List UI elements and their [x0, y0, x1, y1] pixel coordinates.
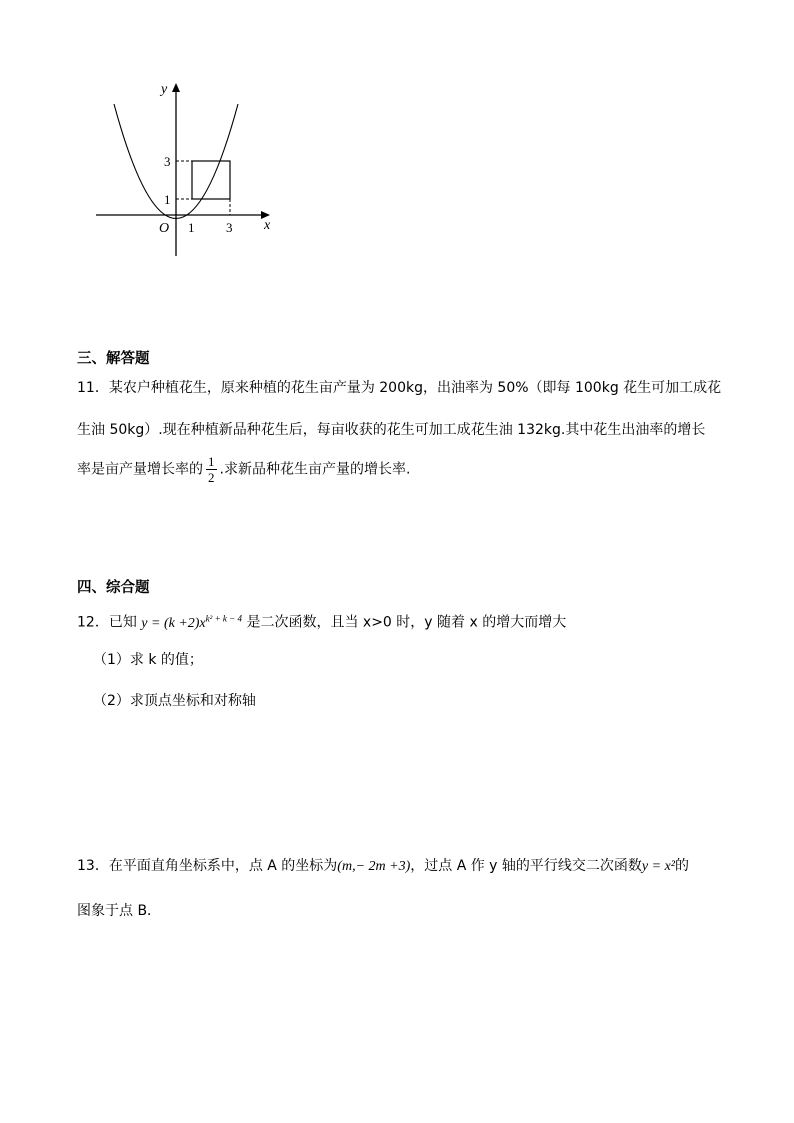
tick-y-3: 3 [164, 154, 171, 169]
question-11-line-2: 生油 50kg）.现在种植新品种花生后，每亩收获的花生可加工成花生油 132kg.其中花生出油率的增长 [77, 422, 706, 438]
fraction-denominator: 2 [208, 470, 215, 485]
question-12-sub-2: （2）求顶点坐标和对称轴 [93, 693, 256, 709]
question-13-post: 的 [675, 858, 689, 874]
axis-y-label: y [161, 82, 168, 97]
question-11-line-3-post: .求新品种花生亩产量的增长率. [219, 461, 411, 478]
question-12-sub-1: （1）求 k 的值； [93, 652, 203, 668]
parabola-figure [90, 78, 280, 263]
tick-x-1: 1 [188, 220, 195, 235]
question-11-line-3-pre: 率是亩产量增长率的 [77, 461, 203, 478]
question-11-line-1: 11．某农户种植花生，原来种植的花生亩产量为 200kg，出油率为 50%（即每 100kg 花生可加工成花 [77, 380, 722, 396]
origin-label: O [159, 221, 170, 236]
question-12-stem [77, 608, 566, 634]
question-12-pre: 12．已知 [77, 614, 137, 631]
tick-x-3: 3 [226, 220, 233, 235]
question-13-line-2: 图象于点 B． [77, 903, 162, 919]
square [192, 161, 230, 199]
question-13-line-1 [77, 856, 689, 877]
question-11-line-3 [77, 454, 410, 485]
question-13-pre: 13．在平面直角坐标系中，点 A 的坐标为 [77, 858, 338, 874]
tick-y-1: 1 [164, 192, 171, 207]
point-a-coordinate: (m,− 2m +3) [337, 859, 411, 874]
formula-base: y = (k +2)x [141, 615, 206, 631]
y-axis-arrow [172, 83, 180, 92]
fraction-one-half [206, 454, 217, 485]
section-heading-4: 四、综合题 [77, 580, 150, 596]
formula-exponent: k² + k − 4 [205, 613, 242, 623]
fraction-numerator: 1 [208, 454, 215, 469]
question-12-formula [141, 613, 242, 631]
section-heading-3: 三、解答题 [77, 351, 150, 367]
question-13-mid: ，过点 A 作 y 轴的平行线交二次函数 [410, 858, 642, 874]
axis-x-label: x [264, 218, 271, 233]
quadratic-function: y = x² [641, 859, 675, 874]
question-12-post: 是二次函数，且当 x>0 时，y 随着 x 的增大而增大 [246, 614, 567, 631]
